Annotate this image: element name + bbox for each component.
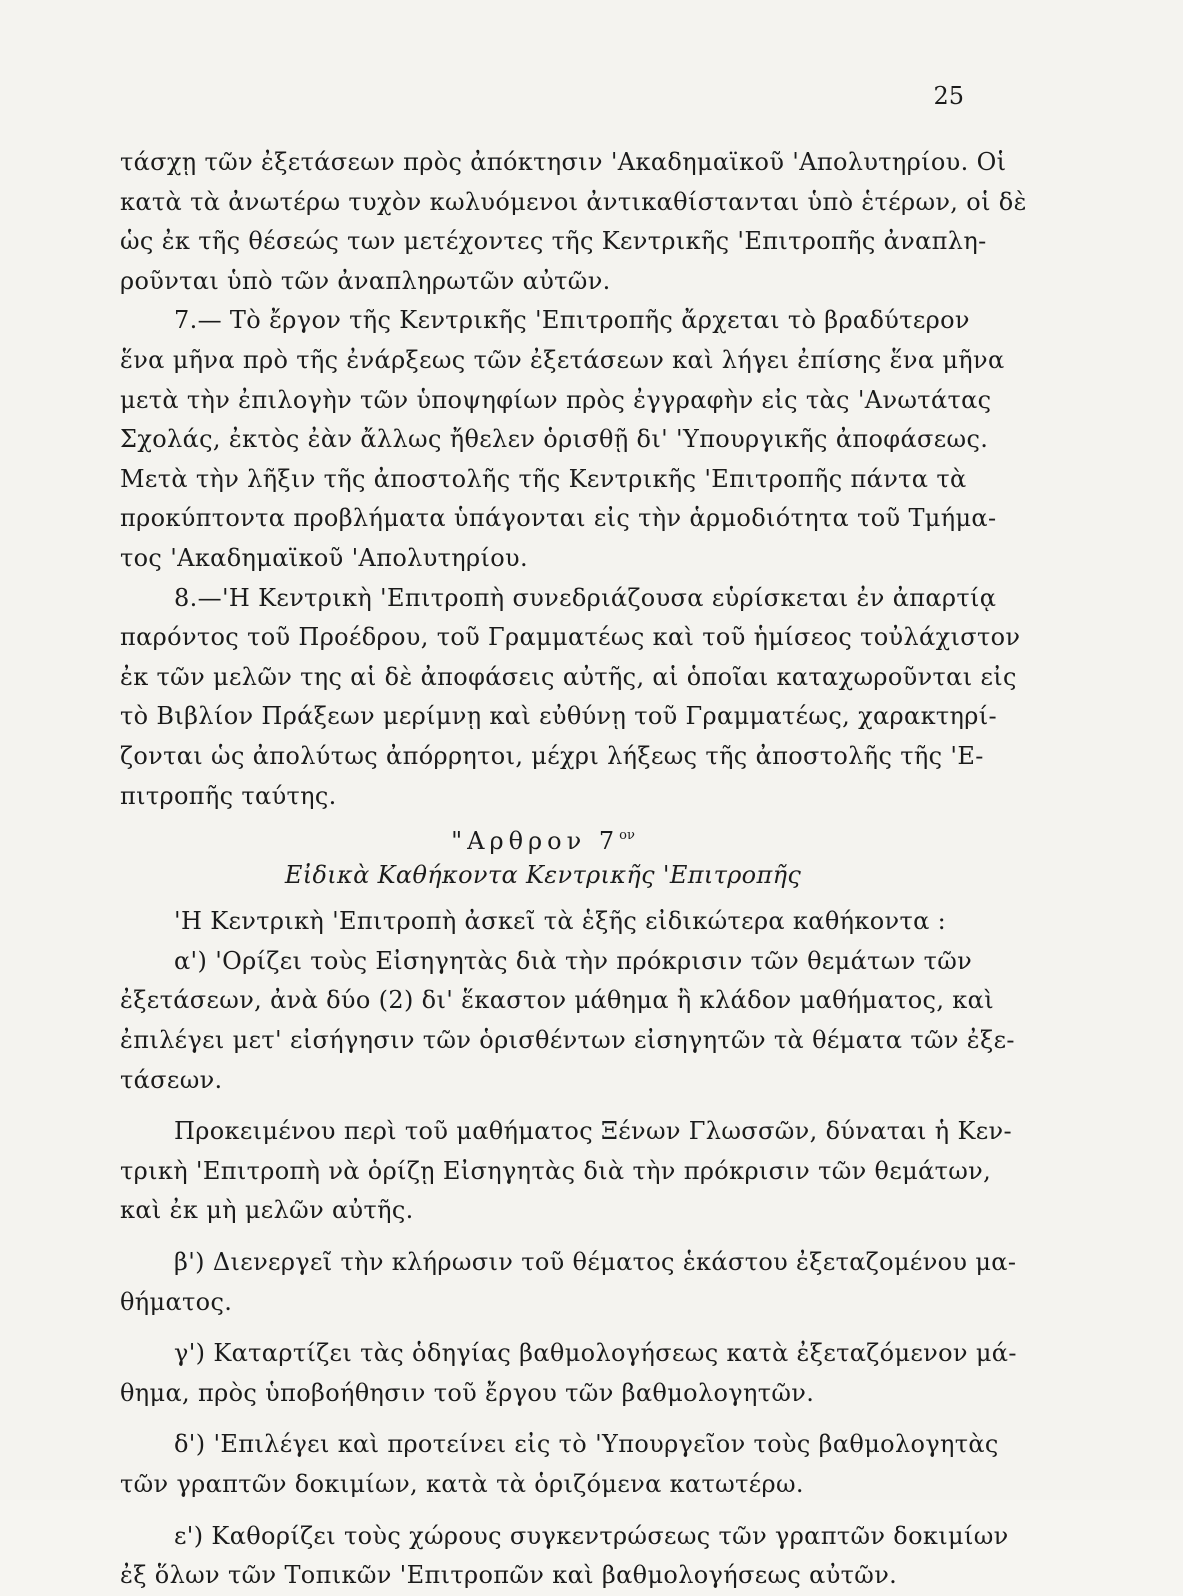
text-line: τῶν γραπτῶν δοκιμίων, κατὰ τὰ ὁριζόμενα κατωτέρω.: [120, 1470, 804, 1498]
duty-e-first-line: ε') Καθορίζει τοὺς χώρους συγκεντρώσεως τῶν γραπτῶν δοκιμίων: [174, 1521, 1009, 1550]
text-line: Μετὰ τὴν λῆξιν τῆς ἀποστολῆς τῆς Κεντρικῆς 'Επιτροπῆς πάντα τὰ: [120, 464, 967, 493]
paragraph-7-first-line: 7.— Τὸ ἔργον τῆς Κεντρικῆς 'Επιτροπῆς ἄρχεται τὸ βραδύτερον: [174, 306, 970, 335]
duty-c-first-line: γ') Καταρτίζει τὰς ὁδηγίας βαθμολογήσεως κατὰ ἐξεταζόμενον μά-: [174, 1339, 1017, 1368]
text-line: ἐκ τῶν μελῶν της αἱ δὲ ἀποφάσεις αὐτῆς, αἱ ὁποῖαι καταχωροῦνται εἰς: [120, 662, 1017, 691]
duty-d-first-line: δ') 'Επιλέγει καὶ προτείνει εἰς τὸ 'Υπουργεῖον τοὺς βαθμολογητὰς: [174, 1430, 999, 1459]
article-heading-suffix: ον: [619, 828, 635, 844]
duties-intro: 'Η Κεντρικὴ 'Επιτροπὴ ἀσκεῖ τὰ ἑξῆς εἰδικώτερα καθήκοντα :: [174, 907, 947, 936]
text-line: Σχολάς, ἐκτὸς ἐὰν ἄλλως ἤθελεν ὁρισθῇ δι' 'Υπουργικῆς ἀποφάσεως.: [120, 425, 989, 454]
text-line: τρικὴ 'Επιτροπὴ νὰ ὁρίζῃ Εἰσηγητὰς διὰ τὴν πρόκρισιν τῶν θεμάτων,: [120, 1156, 992, 1185]
duty-a-first-line: α') 'Ορίζει τοὺς Εἰσηγητὰς διὰ τὴν πρόκρισιν τῶν θεμάτων τῶν: [174, 946, 973, 975]
page-number: 25: [933, 82, 964, 110]
text-line: πιτροπῆς ταύτης.: [120, 781, 337, 810]
paragraph-8-first-line: 8.—'Η Κεντρικὴ 'Επιτροπὴ συνεδριάζουσα εὑρίσκεται ἐν ἀπαρτίᾳ: [174, 583, 997, 612]
text-line: ροῦνται ὑπὸ τῶν ἀναπληρωτῶν αὐτῶν.: [120, 266, 611, 295]
text-line: τάσχῃ τῶν ἐξετάσεων πρὸς ἀπόκτησιν 'Ακαδημαϊκοῦ 'Απολυτηρίου. Οἱ: [120, 148, 1007, 176]
text-line: ἐπιλέγει μετ' εἰσήγησιν τῶν ὁρισθέντων εἰσηγητῶν τὰ θέματα τῶν ἐξε-: [120, 1026, 1015, 1055]
text-line: θημα, πρὸς ὑποβοήθησιν τοῦ ἔργου τῶν βαθμολογητῶν.: [120, 1378, 815, 1407]
document-text-block: [120, 143, 1027, 1596]
text-line: καὶ ἐκ μὴ μελῶν αὐτῆς.: [120, 1196, 414, 1225]
duty-b-first-line: β') Διενεργεῖ τὴν κλήρωσιν τοῦ θέματος ἑκάστου ἐξεταζομένου μα-: [174, 1248, 1017, 1277]
article-heading-word: "Αρθρον: [451, 827, 587, 856]
text-line: κατὰ τὰ ἀνωτέρω τυχὸν κωλυόμενοι ἀντικαθίστανται ὑπὸ ἑτέρων, οἱ δὲ: [120, 187, 1027, 216]
text-line: τος 'Ακαδημαϊκοῦ 'Απολυτηρίου.: [120, 543, 528, 572]
text-line: θήματος.: [120, 1287, 233, 1316]
article-heading: [120, 816, 966, 856]
text-line: παρόντος τοῦ Προέδρου, τοῦ Γραμματέως καὶ τοῦ ἡμίσεος τοὐλάχιστον: [120, 623, 1021, 652]
foreign-languages-first-line: Προκειμένου περὶ τοῦ μαθήματος Ξένων Γλωσσῶν, δύναται ἡ Κεν-: [174, 1117, 1012, 1146]
text-line: ζονται ὡς ἀπολύτως ἀπόρρητοι, μέχρι λήξεως τῆς ἀποστολῆς τῆς 'Ε-: [120, 741, 984, 770]
text-line: ἐξετάσεων, ἀνὰ δύο (2) δι' ἕκαστον μάθημα ἢ κλάδον μαθήματος, καὶ: [120, 986, 994, 1015]
text-line: μετὰ τὴν ἐπιλογὴν τῶν ὑποψηφίων πρὸς ἐγγραφὴν εἰς τὰς 'Ανωτάτας: [120, 385, 992, 414]
article-subtitle: Εἰδικὰ Καθήκοντα Κεντρικῆς 'Επιτροπῆς: [284, 860, 802, 889]
article-heading-number: 7: [598, 827, 620, 856]
text-line: τὸ Βιβλίον Πράξεων μερίμνῃ καὶ εὐθύνῃ τοῦ Γραμματέως, χαρακτηρί-: [120, 702, 997, 731]
text-line: ἕνα μῆνα πρὸ τῆς ἐνάρξεως τῶν ἐξετάσεων καὶ λήγει ἐπίσης ἕνα μῆνα: [120, 345, 1005, 374]
text-line: τάσεων.: [120, 1065, 223, 1094]
text-line: ἐξ ὅλων τῶν Τοπικῶν 'Επιτροπῶν καὶ βαθμολογήσεως αὐτῶν.: [120, 1561, 898, 1590]
text-line: ὡς ἐκ τῆς θέσεώς των μετέχοντες τῆς Κεντρικῆς 'Επιτροπῆς ἀναπλη-: [120, 227, 987, 256]
text-line: προκύπτοντα προβλήματα ὑπάγονται εἰς τὴν ἁρμοδιότητα τοῦ Τμήμα-: [120, 504, 997, 533]
